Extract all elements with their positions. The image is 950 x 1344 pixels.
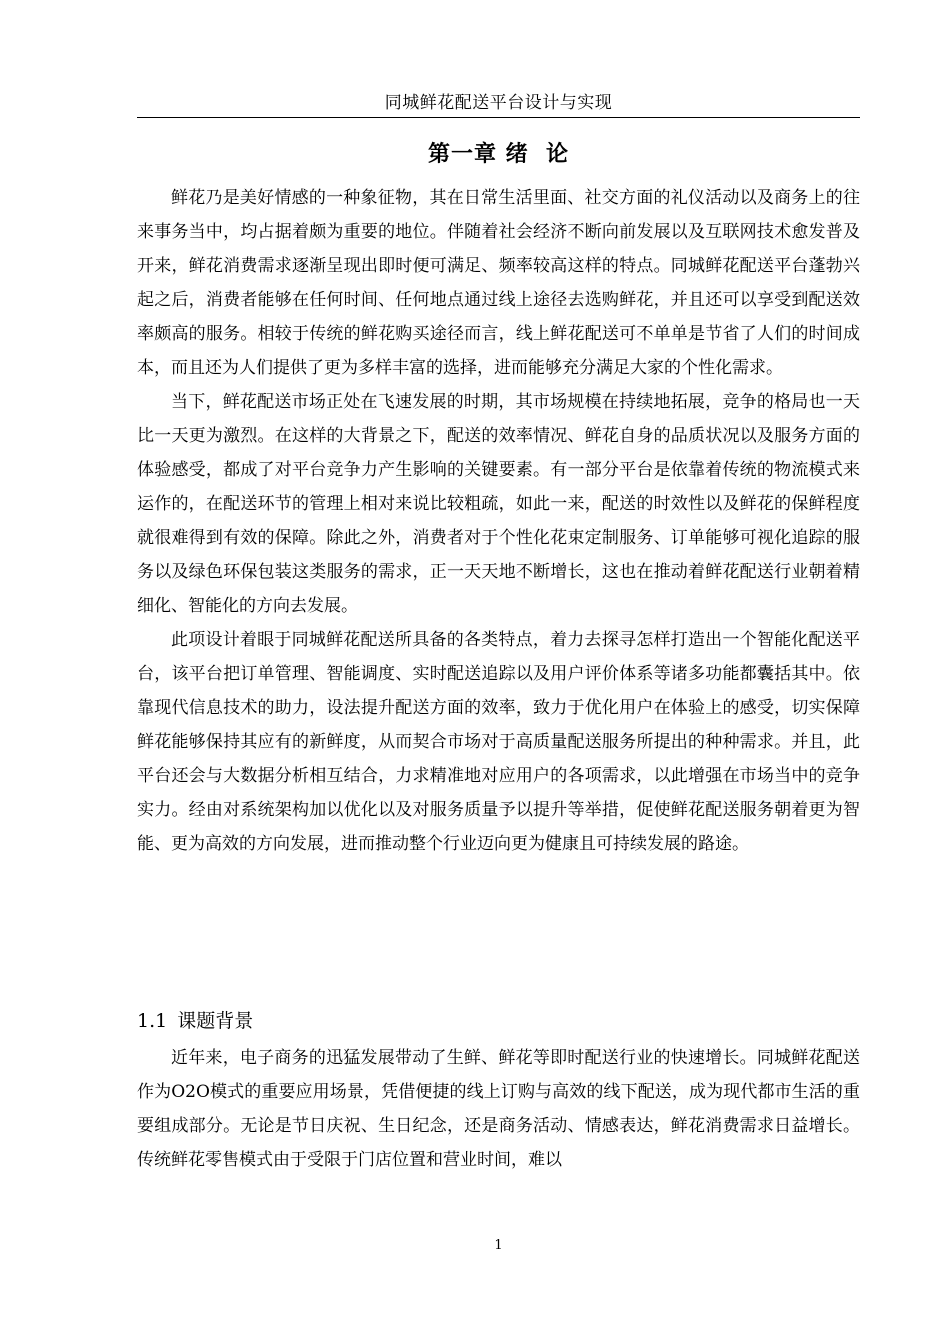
section-heading (137, 1006, 860, 1036)
page-number: 1 (494, 1238, 503, 1253)
paragraph: 近年来，电子商务的迅猛发展带动了生鲜、鲜花等即时配送行业的快速增长。同城鲜花配送作为O2O模式的重要应用场景，凭借便捷的线上订购与高效的线下配送，成为现代都市生活的重要组成部分。无论是节日庆祝、生日纪念，还是商务活动、情感表达，鲜花消费需求日益增长。传统鲜花零售模式由于受限于门店位置和营业时间，难以 (137, 1048, 860, 1170)
paragraph: 此项设计着眼于同城鲜花配送所具备的各类特点，着力去探寻怎样打造出一个智能化配送平台，该平台把订单管理、智能调度、实时配送追踪以及用户评价体系等诸多功能都囊括其中。依靠现代信息技术的助力，设法提升配送方面的效率，致力于优化用户在体验上的感受，切实保障鲜花能够保持其应有的新鲜度，从而契合市场对于高质量配送服务所提出的种种需求。并且，此平台还会与大数据分析相互结合，力求精准地对应用户的各项需求，以此增强在市场当中的竞争实力。经由对系统架构加以优化以及对服务质量予以提升等举措，促使鲜花配送服务朝着更为智能、更为高效的方向发展，进而推动整个行业迈向更为健康且可持续发展的路途。 (137, 630, 860, 854)
paragraph: 当下，鲜花配送市场正处在飞速发展的时期，其市场规模在持续地拓展，竞争的格局也一天比一天更为激烈。在这样的大背景之下，配送的效率情况、鲜花自身的品质状况以及服务方面的体验感受，都成了对平台竞争力产生影响的关键要素。有一部分平台是依靠着传统的物流模式来运作的，在配送环节的管理上相对来说比较粗疏，如此一来，配送的时效性以及鲜花的保鲜程度就很难得到有效的保障。除此之外，消费者对于个性化花束定制服务、订单能够可视化追踪的服务以及绿色环保包装这类服务的需求，正一天天地不断增长，这也在推动着鲜花配送行业朝着精细化、智能化的方向去发展。 (137, 392, 860, 616)
running-header: 同城鲜花配送平台设计与实现 (384, 93, 613, 113)
chapter-title: 第一章 绪 论 (428, 142, 569, 167)
section-title: 课题背景 (177, 1010, 254, 1032)
paragraph: 鲜花乃是美好情感的一种象征物，其在日常生活里面、社交方面的礼仪活动以及商务上的往来事务当中，均占据着颇为重要的地位。伴随着社会经济不断向前发展以及互联网技术愈发普及开来，鲜花消费需求逐渐呈现出即时便可满足、频率较高这样的特点。同城鲜花配送平台蓬勃兴起之后，消费者能够在任何时间、任何地点通过线上途径去选购鲜花，并且还可以享受到配送效率颇高的服务。相较于传统的鲜花购买途径而言，线上鲜花配送可不单单是节省了人们的时间成本，而且还为人们提供了更为多样丰富的选择，进而能够充分满足大家的个性化需求。 (137, 188, 860, 378)
header-rule (137, 117, 860, 118)
section-number: 1.1 (137, 1010, 168, 1032)
chapter-intro (137, 181, 860, 861)
section-body (137, 1041, 860, 1177)
